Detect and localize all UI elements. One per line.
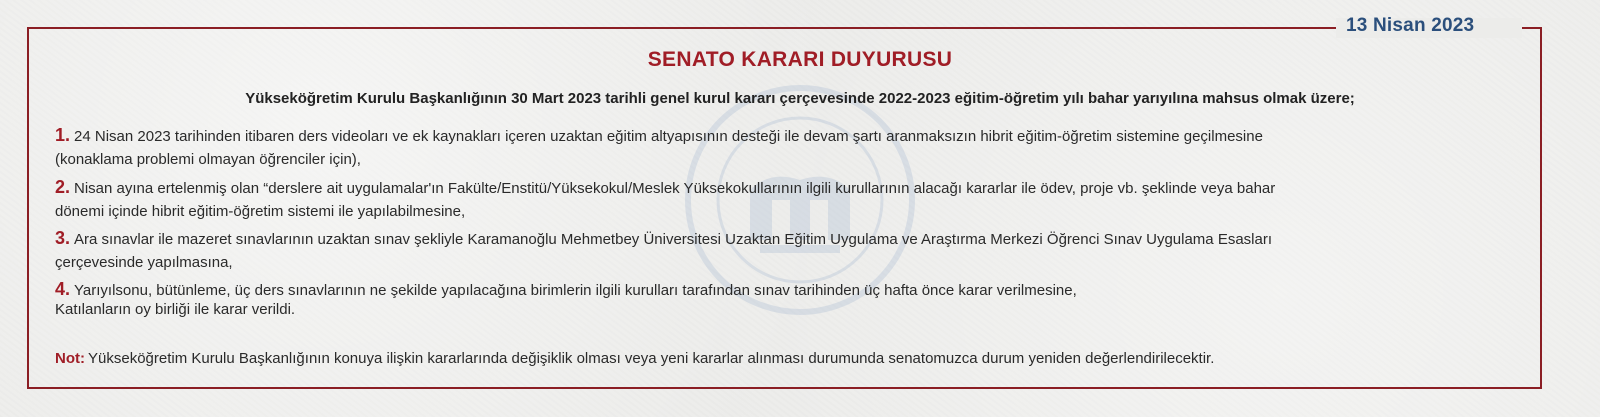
item-number: 3. xyxy=(55,228,71,248)
item-text-cont: (konaklama problemi olmayan öğrenciler için), xyxy=(55,151,361,168)
announcement-date: 13 Nisan 2023 xyxy=(1346,15,1475,36)
item-text: Nisan ayına ertelenmiş olan “derslere ait uygulamalar'ın Fakülte/Enstitü/Yüksekokul/Meslek Yüksekokullarının ilgili kurullarının alacağı kararlar ile ödev, proje vb. şeklinde veya bahar xyxy=(74,180,1276,197)
intro-text: Yükseköğretim Kurulu Başkanlığının 30 Mart 2023 tarihli genel kurul kararı çerçevesinde 2022-2023 eğitim-öğretim yılı bahar yarıyılına mahsus olmak üzere; xyxy=(245,90,1355,107)
closing-text: Katılanların oy birliği ile karar verildi. xyxy=(55,301,296,318)
decision-item-3 xyxy=(55,227,1525,274)
note-label: Not: xyxy=(55,350,85,367)
item-text-cont: dönemi içinde hibrit eğitim-öğretim sistemi ile yapılabilmesine, xyxy=(55,203,466,220)
item-text: 24 Nisan 2023 tarihinden itibaren ders videoları ve ek kaynakları içeren uzaktan eğitim altyapısının desteği ile devam şartı aranmaksızın hibrit eğitim-öğretim sistemine geçilmesine xyxy=(74,128,1263,145)
decision-item-4 xyxy=(55,278,1525,302)
item-text: Ara sınavlar ile mazeret sınavlarının uzaktan sınav şekliyle Karamanoğlu Mehmetbey Üniversitesi Uzaktan Eğitim Uygulama ve Araştırma Merkezi Öğrenci Sınav Uygulama Esasları xyxy=(74,231,1273,248)
item-number: 4. xyxy=(55,279,71,299)
note-text: Yükseköğretim Kurulu Başkanlığının konuya ilişkin kararlarında değişiklik olması veya yeni kararlar alınması durumunda senatomuzca durum yeniden değerlendirilecektir. xyxy=(88,350,1215,367)
item-number: 2. xyxy=(55,177,71,197)
announcement-title: SENATO KARARI DUYURUSU xyxy=(647,48,953,71)
decision-item-1 xyxy=(55,124,1525,171)
item-text: Yarıyılsonu, bütünleme, üç ders sınavlarının ne şekilde yapılacağına birimlerin ilgili kurulları tarafından sınav tarihinden üç hafta önce karar verilmesine, xyxy=(74,282,1077,299)
decision-item-2 xyxy=(55,176,1525,223)
item-text-cont: çerçevesinde yapılmasına, xyxy=(55,254,233,271)
note xyxy=(55,350,1214,367)
item-number: 1. xyxy=(55,125,71,145)
